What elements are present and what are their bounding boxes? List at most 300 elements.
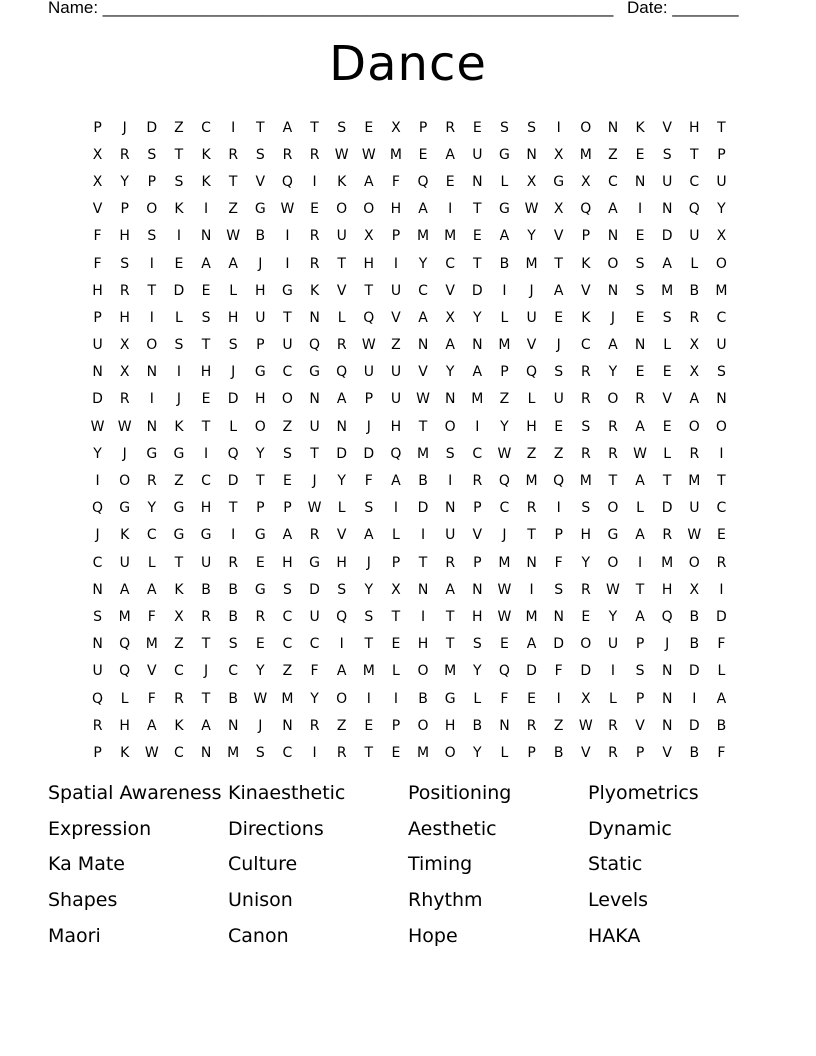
grid-letter: M [118, 608, 131, 625]
grid-letter: W [606, 581, 620, 598]
grid-letter: H [526, 418, 537, 435]
grid-letter: U [662, 173, 673, 190]
grid-letter: R [608, 717, 618, 734]
grid-letter: O [688, 418, 700, 435]
grid-letter: E [635, 309, 645, 326]
grid-letter: G [499, 146, 510, 163]
grid-letter: P [391, 228, 401, 245]
grid-letter: U [526, 309, 537, 326]
grid-letter: C [689, 173, 700, 190]
grid-letter: Q [553, 473, 565, 490]
grid-letter: W [334, 146, 349, 163]
grid-letter: E [581, 608, 591, 625]
grid-letter: P [283, 500, 292, 517]
grid-letter: A [147, 581, 157, 598]
grid-letter: R [526, 500, 537, 517]
grid-letter: W [416, 391, 430, 408]
grid-letter: N [336, 418, 347, 435]
grid-letter: Z [174, 473, 184, 490]
grid-letter: C [146, 527, 157, 544]
grid-letter: I [312, 744, 317, 761]
grid-letter: J [502, 527, 507, 544]
grid-letter: Y [608, 364, 618, 381]
grid-letter: W [144, 744, 159, 761]
grid-letter: M [661, 554, 674, 571]
grid-letter: I [556, 500, 561, 517]
word-list-item: Culture [228, 853, 298, 876]
grid-letter: W [253, 690, 268, 707]
grid-letter: R [92, 717, 103, 734]
grid-letter: T [201, 690, 211, 707]
grid-letter: R [526, 717, 537, 734]
grid-letter: Z [608, 146, 618, 163]
grid-letter: G [173, 500, 185, 517]
grid-letter: W [633, 445, 647, 462]
grid-letter: E [472, 119, 482, 136]
grid-letter: E [445, 173, 455, 190]
grid-letter: A [499, 228, 510, 245]
grid-letter: N [146, 364, 158, 381]
grid-letter: U [309, 418, 320, 435]
grid-letter: P [93, 309, 102, 326]
grid-letter: O [444, 744, 456, 761]
grid-letter: S [228, 636, 238, 653]
grid-row [84, 658, 735, 685]
grid-letter: E [500, 636, 509, 653]
grid-letter: A [445, 337, 455, 354]
grid-letter: W [497, 608, 512, 625]
grid-letter: U [119, 554, 130, 571]
grid-letter: D [227, 391, 239, 408]
grid-letter: A [418, 201, 428, 218]
grid-letter: Z [391, 337, 401, 354]
grid-letter: R [309, 228, 320, 245]
grid-letter: N [472, 173, 483, 190]
grid-letter: P [93, 744, 102, 761]
grid-row [84, 467, 735, 494]
grid-letter: R [689, 445, 700, 462]
grid-letter: P [93, 119, 102, 136]
grid-letter: J [203, 663, 209, 680]
grid-letter: B [228, 581, 238, 598]
grid-letter: I [420, 527, 426, 544]
grid-letter: Q [390, 445, 402, 462]
grid-letter: O [580, 119, 592, 136]
grid-letter: K [309, 282, 320, 299]
grid-letter: G [607, 527, 619, 544]
grid-letter: U [200, 554, 212, 571]
grid-letter: N [146, 418, 158, 435]
grid-letter: P [473, 500, 482, 517]
grid-letter: X [445, 309, 455, 326]
grid-letter: D [661, 228, 673, 245]
grid-letter: B [689, 608, 700, 625]
grid-letter: R [608, 744, 618, 761]
grid-letter: F [717, 636, 726, 653]
grid-letter: N [607, 119, 619, 136]
grid-letter: W [361, 146, 376, 163]
grid-letter: V [662, 744, 672, 761]
grid-letter: S [662, 146, 672, 163]
grid-letter: I [149, 255, 154, 272]
grid-letter: S [445, 445, 455, 462]
grid-letter: E [554, 418, 564, 435]
grid-letter: Y [527, 228, 536, 245]
grid-letter: I [339, 636, 344, 653]
grid-letter: O [363, 201, 375, 218]
grid-letter: D [227, 473, 239, 490]
grid-letter: Y [473, 663, 482, 680]
grid-letter: E [418, 146, 428, 163]
grid-letter: J [366, 554, 371, 571]
grid-letter: V [472, 527, 483, 544]
grid-letter: I [529, 581, 534, 598]
grid-letter: O [607, 554, 619, 571]
grid-letter: I [502, 282, 507, 299]
grid-letter: E [391, 744, 401, 761]
grid-letter: T [418, 554, 428, 571]
grid-letter: S [174, 337, 184, 354]
grid-letter: K [581, 309, 591, 326]
grid-letter: U [689, 500, 700, 517]
grid-letter: M [579, 146, 592, 163]
grid-letter: R [174, 690, 184, 707]
grid-letter: E [364, 717, 374, 734]
grid-letter: D [688, 717, 700, 734]
grid-letter: F [554, 554, 563, 571]
grid-letter: M [389, 146, 402, 163]
grid-letter: X [119, 364, 130, 381]
grid-letter: S [337, 581, 347, 598]
grid-letter: I [692, 690, 697, 707]
grid-letter: C [282, 744, 293, 761]
grid-letter: A [336, 663, 347, 680]
grid-letter: T [337, 255, 346, 272]
word-list-item: HAKA [588, 924, 641, 947]
grid-letter: G [173, 527, 185, 544]
grid-letter: V [336, 527, 347, 544]
grid-letter: U [390, 364, 402, 381]
grid-letter: Z [282, 418, 293, 435]
grid-letter: X [92, 173, 103, 190]
grid-row [84, 549, 735, 576]
grid-letter: G [119, 500, 131, 517]
grid-letter: N [309, 309, 320, 326]
grid-letter: A [391, 473, 401, 490]
grid-letter: T [310, 119, 319, 136]
grid-letter: A [228, 255, 238, 272]
grid-row [84, 739, 735, 766]
grid-letter: U [92, 337, 103, 354]
word-list-item: Expression [48, 817, 152, 840]
grid-letter: E [717, 527, 726, 544]
grid-letter: L [663, 337, 672, 354]
grid-letter: E [201, 391, 211, 408]
grid-letter: S [635, 255, 645, 272]
grid-letter: V [526, 337, 537, 354]
grid-letter: E [283, 473, 292, 490]
grid-letter: Y [473, 309, 482, 326]
grid-letter: T [391, 608, 401, 625]
grid-letter: I [176, 228, 181, 245]
grid-letter: H [661, 581, 673, 598]
grid-letter: K [120, 527, 130, 544]
grid-letter: T [228, 500, 238, 517]
grid-letter: X [581, 173, 591, 190]
grid-letter: H [92, 282, 103, 299]
grid-letter: F [310, 663, 319, 680]
grid-letter: R [201, 608, 211, 625]
grid-letter: E [364, 119, 374, 136]
grid-letter: S [581, 500, 591, 517]
grid-letter: T [717, 473, 726, 490]
grid-letter: D [471, 282, 483, 299]
grid-letter: P [473, 554, 482, 571]
grid-letter: F [93, 255, 102, 272]
grid-letter: D [688, 663, 700, 680]
grid-letter: O [336, 690, 348, 707]
grid-letter: A [553, 282, 564, 299]
grid-letter: R [635, 391, 645, 408]
grid-letter: X [581, 690, 591, 707]
grid-letter: U [716, 173, 727, 190]
grid-letter: G [146, 445, 158, 462]
grid-letter: B [418, 473, 428, 490]
grid-row [84, 386, 735, 413]
grid-letter: D [661, 500, 673, 517]
grid-letter: G [254, 527, 266, 544]
grid-letter: T [174, 146, 184, 163]
grid-letter: D [553, 636, 565, 653]
grid-letter: C [309, 636, 320, 653]
grid-letter: F [93, 228, 102, 245]
grid-letter: M [444, 663, 457, 680]
grid-letter: P [581, 228, 591, 245]
grid-letter: K [201, 173, 211, 190]
grid-row [84, 603, 735, 630]
grid-letter: R [689, 309, 700, 326]
grid-letter: T [527, 527, 536, 544]
grid-letter: S [174, 173, 184, 190]
grid-letter: X [92, 146, 103, 163]
grid-letter: I [231, 119, 236, 136]
word-list-item: Hope [408, 924, 458, 947]
grid-letter: L [636, 500, 644, 517]
grid-letter: Y [337, 473, 346, 490]
grid-row [84, 495, 735, 522]
grid-letter: U [390, 282, 402, 299]
grid-letter: J [312, 473, 317, 490]
grid-letter: A [635, 608, 645, 625]
grid-letter: L [392, 663, 400, 680]
grid-letter: M [525, 473, 538, 490]
grid-letter: W [497, 581, 512, 598]
grid-letter: R [580, 445, 591, 462]
grid-letter: X [526, 173, 537, 190]
grid-letter: L [229, 418, 238, 435]
grid-row [84, 440, 735, 467]
grid-letter: O [580, 636, 592, 653]
word-list-item: Dynamic [588, 817, 672, 840]
grid-letter: D [526, 663, 537, 680]
grid-letter: N [661, 663, 673, 680]
grid-letter: G [309, 554, 320, 571]
grid-letter: L [229, 282, 238, 299]
grid-letter: F [364, 473, 373, 490]
grid-letter: N [417, 337, 429, 354]
grid-letter: Q [92, 690, 104, 707]
grid-letter: G [254, 364, 266, 381]
grid-letter: N [661, 717, 673, 734]
grid-letter: A [364, 173, 374, 190]
grid-letter: N [200, 228, 212, 245]
grid-letter: V [581, 282, 591, 299]
grid-letter: H [444, 717, 456, 734]
grid-letter: C [608, 173, 618, 190]
grid-letter: T [717, 119, 726, 136]
grid-letter: B [228, 608, 238, 625]
grid-letter: M [661, 282, 674, 299]
grid-letter: N [444, 500, 456, 517]
grid-letter: N [634, 173, 646, 190]
grid-letter: N [526, 146, 537, 163]
grid-row [84, 223, 735, 250]
grid-letter: L [473, 690, 482, 707]
grid-letter: N [716, 391, 727, 408]
grid-letter: N [92, 581, 103, 598]
grid-letter: M [444, 228, 457, 245]
grid-letter: Q [119, 663, 131, 680]
grid-letter: M [227, 744, 240, 761]
grid-letter: I [176, 364, 181, 381]
grid-letter: B [255, 228, 266, 245]
grid-letter: V [92, 201, 103, 218]
grid-letter: Z [228, 201, 238, 218]
grid-letter: P [391, 717, 401, 734]
grid-letter: H [119, 228, 130, 245]
grid-letter: R [580, 391, 591, 408]
grid-letter: P [527, 744, 536, 761]
grid-letter: K [337, 173, 347, 190]
grid-letter: M [498, 337, 511, 354]
grid-letter: B [689, 744, 700, 761]
grid-letter: E [635, 228, 645, 245]
grid-letter: T [608, 473, 618, 490]
grid-letter: O [336, 201, 348, 218]
grid-letter: P [554, 527, 563, 544]
grid-letter: L [609, 690, 617, 707]
grid-letter: Z [553, 717, 564, 734]
grid-letter: Z [499, 391, 510, 408]
grid-letter: T [473, 201, 482, 218]
grid-letter: M [525, 255, 538, 272]
grid-letter: O [715, 418, 727, 435]
grid-letter: S [716, 364, 726, 381]
grid-letter: Z [174, 119, 184, 136]
grid-letter: N [227, 717, 239, 734]
grid-letter: C [445, 255, 456, 272]
grid-letter: R [119, 282, 130, 299]
grid-letter: W [226, 228, 241, 245]
grid-letter: Z [174, 636, 184, 653]
grid-letter: K [581, 255, 591, 272]
grid-letter: F [500, 690, 509, 707]
grid-letter: I [448, 201, 453, 218]
grid-letter: A [201, 255, 211, 272]
grid-letter: W [117, 418, 132, 435]
grid-letter: V [445, 282, 455, 299]
grid-letter: Z [282, 663, 293, 680]
grid-letter: P [635, 690, 645, 707]
grid-letter: S [364, 608, 374, 625]
grid-row [84, 168, 735, 195]
grid-letter: N [553, 608, 564, 625]
grid-letter: V [147, 663, 157, 680]
grid-letter: H [417, 636, 429, 653]
grid-letter: R [146, 473, 157, 490]
grid-letter: K [201, 146, 211, 163]
grid-letter: Y [120, 173, 129, 190]
grid-letter: W [578, 717, 593, 734]
grid-letter: U [472, 146, 483, 163]
grid-letter: I [203, 445, 209, 462]
grid-letter: Y [418, 255, 428, 272]
grid-letter: R [336, 744, 347, 761]
grid-letter: D [336, 445, 348, 462]
grid-letter: M [498, 554, 511, 571]
grid-letter: V [391, 309, 401, 326]
grid-letter: C [201, 473, 211, 490]
grid-letter: Z [526, 445, 537, 462]
grid-letter: T [174, 554, 184, 571]
grid-letter: M [715, 282, 728, 299]
grid-row [84, 522, 735, 549]
grid-letter: S [255, 146, 265, 163]
grid-row [84, 712, 735, 739]
grid-letter: P [500, 364, 509, 381]
grid-letter: U [282, 337, 293, 354]
grid-letter: A [635, 473, 645, 490]
grid-letter: X [716, 228, 727, 245]
grid-letter: O [119, 473, 131, 490]
grid-letter: T [201, 636, 211, 653]
grid-letter: L [120, 690, 129, 707]
grid-row [84, 359, 735, 386]
grid-letter: I [393, 500, 398, 517]
grid-letter: E [635, 146, 645, 163]
grid-letter: A [445, 146, 455, 163]
grid-letter: W [90, 418, 105, 435]
grid-letter: U [309, 608, 320, 625]
grid-letter: S [147, 228, 157, 245]
grid-letter: M [417, 445, 430, 462]
grid-letter: N [472, 581, 483, 598]
grid-letter: E [310, 201, 319, 218]
grid-letter: A [445, 581, 455, 598]
grid-row [84, 250, 735, 277]
grid-letter: B [716, 717, 727, 734]
grid-letter: E [255, 636, 265, 653]
grid-letter: D [173, 282, 185, 299]
grid-letter: P [256, 337, 265, 354]
grid-letter: J [122, 445, 127, 462]
grid-letter: V [336, 282, 347, 299]
grid-letter: A [716, 690, 727, 707]
grid-letter: L [500, 173, 509, 190]
grid-letter: A [608, 337, 618, 354]
grid-letter: I [420, 608, 426, 625]
grid-letter: L [500, 309, 509, 326]
